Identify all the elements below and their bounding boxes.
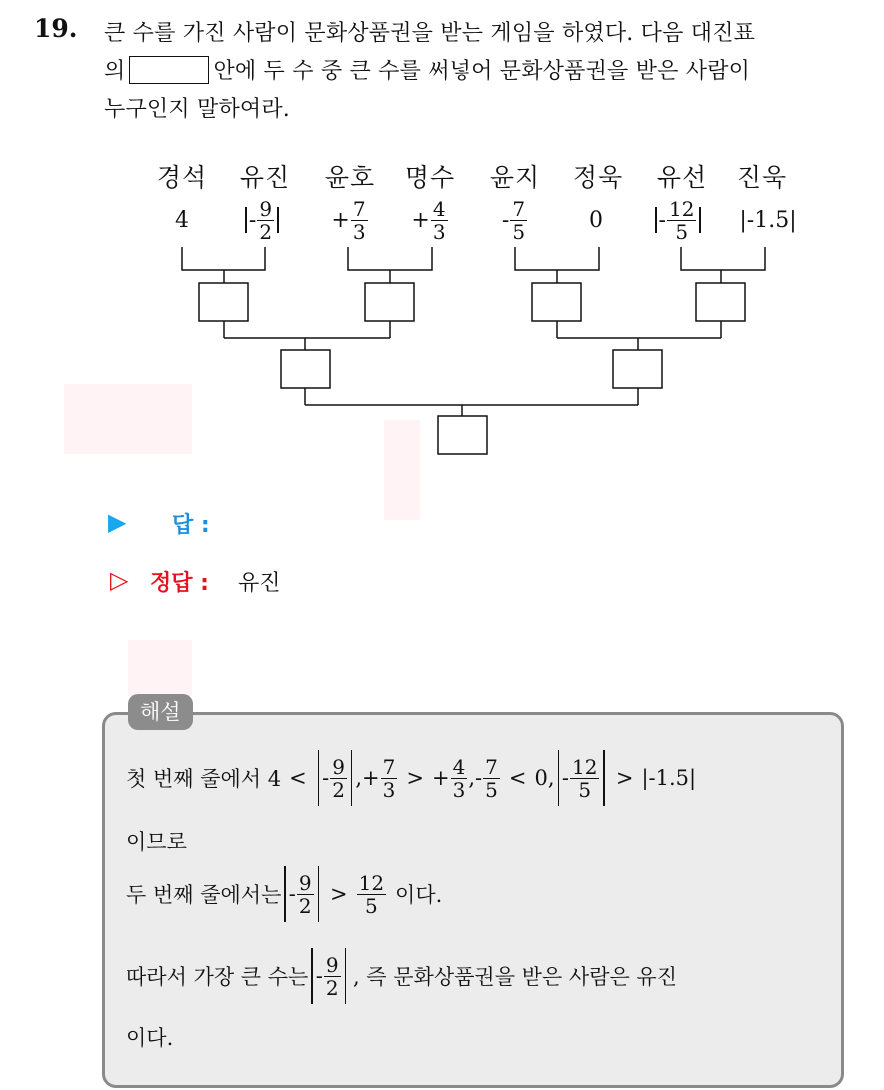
- question-line-3: 누구인지 말하여라.: [104, 97, 291, 122]
- tournament-bracket: [0, 0, 884, 470]
- player-value-pos-4-3: + $\frac{4}{3}$: [411, 196, 446, 244]
- question-line-2-suffix: 안에 두 수 중 큰 수를 써넣어 문화상품권을 받은 사람이: [213, 59, 751, 84]
- explanation-line-4: 따라서 가장 큰 수는 - $\frac{9}{2}$ , 즉 문화상품권을 받은 사람은 유진: [126, 944, 677, 1008]
- player-value-abs-neg-12-5: - $\frac{12}{5}$: [623, 190, 733, 250]
- bracket-box-final: [438, 416, 487, 454]
- question-line-1: 큰 수를 가진 사람이 문화상품권을 받는 게임을 하였다. 다음 대진표: [104, 21, 756, 46]
- bracket-box-r1-2: [365, 283, 414, 321]
- bracket-box-r1-3: [532, 283, 581, 321]
- player-name: 정욱: [572, 163, 624, 192]
- question-line-2-prefix: 의: [104, 59, 126, 84]
- answer-arrow-icon: ▶: [108, 508, 127, 536]
- explanation-line-3: 두 번째 줄에서는 - $\frac{9}{2}$ > $\frac{12}{5}$ 이다.: [126, 862, 442, 926]
- player-value-4: 4: [175, 207, 189, 233]
- question-number: 19.: [34, 14, 78, 43]
- player-value-abs-neg-9-2: - $\frac{9}{2}$: [207, 190, 317, 250]
- player-name: 유선: [656, 163, 708, 192]
- explanation-tag: 해설: [128, 694, 193, 730]
- player-name: 유진: [239, 163, 291, 192]
- correct-answer-value: 유진: [238, 571, 281, 596]
- player-value-0: 0: [589, 207, 603, 233]
- correct-answer-label: 정답 :: [150, 571, 209, 596]
- bracket-box-r1-1: [199, 283, 248, 321]
- player-value-neg-7-5: - $\frac{7}{5}$: [501, 196, 526, 244]
- explanation-line-2: 이므로: [126, 830, 187, 854]
- player-name: 경석: [156, 163, 208, 192]
- answer-label: 답 :: [172, 513, 210, 538]
- correct-arrow-icon: ▷: [110, 566, 129, 594]
- bg-artifact: [128, 640, 192, 696]
- bracket-box-r2-1: [281, 350, 330, 388]
- player-value-abs-neg-1-5: |-1.5|: [739, 207, 797, 233]
- explanation-line-1: 첫 번째 줄에서 4 < - $\frac{9}{2}$ , + $\frac{7}{3}$ > + $\frac{4}{3}$ , - $\frac{7}{5}$ < 0, - $\frac{12}{5}$ > |-1.5|: [126, 746, 696, 810]
- player-value-pos-7-3: + $\frac{7}{3}$: [331, 196, 366, 244]
- player-name: 윤호: [324, 163, 376, 192]
- player-name: 명수: [404, 163, 456, 192]
- bracket-box-r1-4: [696, 283, 745, 321]
- explanation-line-5: 이다.: [126, 1026, 174, 1050]
- bracket-box-r2-2: [613, 350, 662, 388]
- player-name: 진욱: [736, 163, 788, 192]
- player-name: 윤지: [489, 163, 541, 192]
